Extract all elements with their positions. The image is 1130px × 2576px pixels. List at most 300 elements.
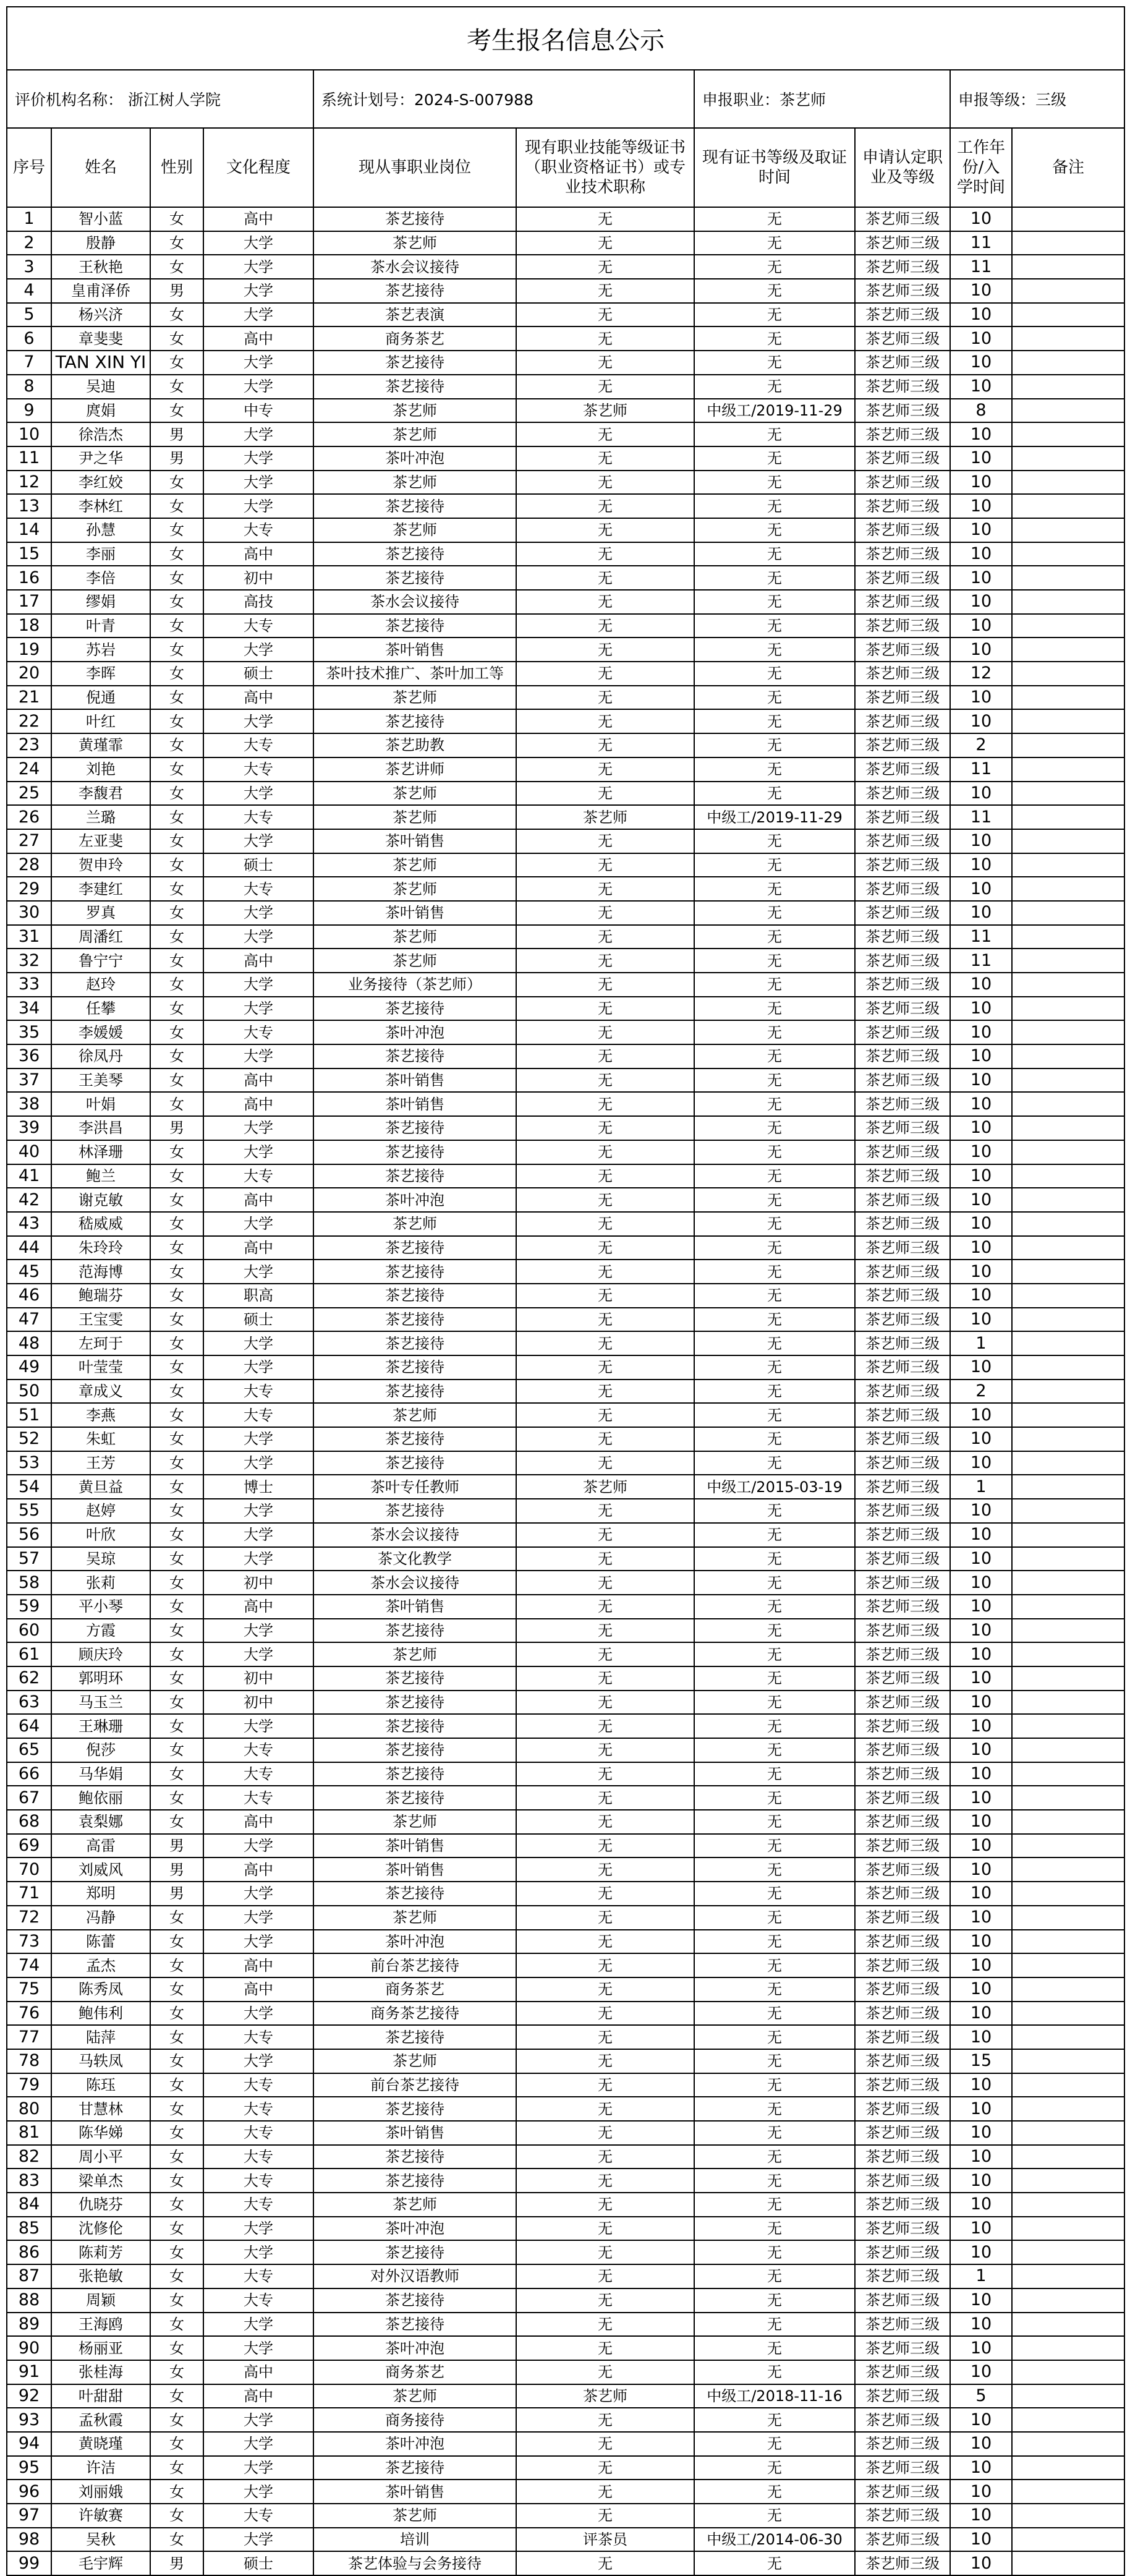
cell-education: 大学 xyxy=(203,1930,313,1954)
cell-apply-level: 茶艺师三级 xyxy=(855,1619,950,1643)
table-row xyxy=(7,1666,1124,1691)
cell-name: 朱玲玲 xyxy=(51,1236,150,1260)
cell-cert-level-date: 无 xyxy=(694,1451,855,1475)
cell-remarks xyxy=(1012,1691,1124,1715)
cell-education: 大专 xyxy=(203,1786,313,1810)
table-row xyxy=(7,1738,1124,1762)
cell-index: 68 xyxy=(7,1810,51,1834)
cell-education: 硕士 xyxy=(203,853,313,877)
cell-name: 刘艳 xyxy=(51,757,150,782)
cell-index: 50 xyxy=(7,1380,51,1404)
cell-cert-level-date: 无 xyxy=(694,2456,855,2480)
cell-gender: 女 xyxy=(150,1762,203,1786)
cell-remarks xyxy=(1012,805,1124,829)
cell-position: 茶艺接待 xyxy=(313,542,516,566)
occupation: 申报职业：茶艺师 xyxy=(694,70,950,128)
cell-name: 黄旦益 xyxy=(51,1475,150,1499)
cell-work-years: 10 xyxy=(950,1068,1012,1093)
cell-cert-level-date: 无 xyxy=(694,686,855,710)
cell-remarks xyxy=(1012,1834,1124,1858)
cell-name: 孙慧 xyxy=(51,518,150,542)
cell-index: 83 xyxy=(7,2169,51,2193)
cell-work-years: 10 xyxy=(950,901,1012,925)
cell-education: 大专 xyxy=(203,2169,313,2193)
cell-remarks xyxy=(1012,1427,1124,1451)
cell-index: 52 xyxy=(7,1427,51,1451)
cell-certificate: 无 xyxy=(516,2456,694,2480)
cell-cert-level-date: 无 xyxy=(694,853,855,877)
table-row xyxy=(7,686,1124,710)
cell-gender: 女 xyxy=(150,805,203,829)
cell-work-years: 10 xyxy=(950,1260,1012,1284)
cell-index: 61 xyxy=(7,1642,51,1666)
cell-apply-level: 茶艺师三级 xyxy=(855,1236,950,1260)
cell-work-years: 10 xyxy=(950,1547,1012,1571)
cell-certificate: 无 xyxy=(516,733,694,757)
table-row xyxy=(7,2360,1124,2384)
cell-gender: 女 xyxy=(150,686,203,710)
cell-apply-level: 茶艺师三级 xyxy=(855,853,950,877)
cell-cert-level-date: 无 xyxy=(694,1691,855,1715)
cell-education: 大学 xyxy=(203,1212,313,1236)
cell-position: 茶艺师 xyxy=(313,853,516,877)
cell-gender: 女 xyxy=(150,782,203,806)
cell-apply-level: 茶艺师三级 xyxy=(855,2384,950,2408)
cell-index: 39 xyxy=(7,1116,51,1140)
cell-name: 许敏赛 xyxy=(51,2504,150,2528)
cell-apply-level: 茶艺师三级 xyxy=(855,2432,950,2456)
cell-gender: 女 xyxy=(150,2456,203,2480)
cell-cert-level-date: 无 xyxy=(694,1834,855,1858)
cell-name: 林泽珊 xyxy=(51,1140,150,1164)
cell-apply-level: 茶艺师三级 xyxy=(855,2504,950,2528)
cell-work-years: 10 xyxy=(950,1666,1012,1691)
cell-apply-level: 茶艺师三级 xyxy=(855,1857,950,1882)
cell-remarks xyxy=(1012,207,1124,231)
cell-position: 茶艺接待 xyxy=(313,1666,516,1691)
cell-education: 大学 xyxy=(203,997,313,1021)
cell-work-years: 11 xyxy=(950,231,1012,255)
cell-position: 茶艺接待 xyxy=(313,1691,516,1715)
cell-education: 大专 xyxy=(203,1403,313,1427)
cell-education: 高中 xyxy=(203,949,313,973)
cell-remarks xyxy=(1012,375,1124,399)
cell-apply-level: 茶艺师三级 xyxy=(855,997,950,1021)
cell-education: 大学 xyxy=(203,1547,313,1571)
cell-apply-level: 茶艺师三级 xyxy=(855,2480,950,2504)
cell-cert-level-date: 无 xyxy=(694,2432,855,2456)
cell-name: 周小平 xyxy=(51,2145,150,2169)
cell-remarks xyxy=(1012,973,1124,997)
cell-remarks xyxy=(1012,2551,1124,2575)
table-row xyxy=(7,1571,1124,1595)
cell-work-years: 1 xyxy=(950,1475,1012,1499)
cell-education: 大学 xyxy=(203,422,313,446)
cell-index: 99 xyxy=(7,2551,51,2575)
cell-index: 7 xyxy=(7,351,51,375)
cell-remarks xyxy=(1012,279,1124,303)
cell-gender: 女 xyxy=(150,2240,203,2264)
cell-index: 98 xyxy=(7,2528,51,2552)
cell-certificate: 无 xyxy=(516,2025,694,2049)
cell-gender: 女 xyxy=(150,399,203,423)
cell-education: 职高 xyxy=(203,1284,313,1308)
cell-work-years: 10 xyxy=(950,1953,1012,1977)
cell-certificate: 无 xyxy=(516,1116,694,1140)
cell-apply-level: 茶艺师三级 xyxy=(855,1308,950,1332)
cell-certificate: 无 xyxy=(516,1930,694,1954)
cell-name: 周潘红 xyxy=(51,925,150,949)
cell-gender: 女 xyxy=(150,1714,203,1738)
cell-education: 大学 xyxy=(203,2432,313,2456)
cell-position: 茶艺接待 xyxy=(313,709,516,733)
cell-position: 茶艺接待 xyxy=(313,207,516,231)
cell-work-years: 1 xyxy=(950,2264,1012,2288)
cell-apply-level: 茶艺师三级 xyxy=(855,877,950,901)
cell-work-years: 1 xyxy=(950,1331,1012,1355)
cell-cert-level-date: 无 xyxy=(694,1547,855,1571)
cell-index: 53 xyxy=(7,1451,51,1475)
cell-work-years: 10 xyxy=(950,2432,1012,2456)
cell-apply-level: 茶艺师三级 xyxy=(855,1786,950,1810)
cell-remarks xyxy=(1012,662,1124,686)
cell-index: 47 xyxy=(7,1308,51,1332)
cell-gender: 女 xyxy=(150,1403,203,1427)
cell-education: 高中 xyxy=(203,1953,313,1977)
cell-position: 茶叶销售 xyxy=(313,1857,516,1882)
cell-index: 46 xyxy=(7,1284,51,1308)
cell-position: 茶艺师 xyxy=(313,518,516,542)
cell-index: 66 xyxy=(7,1762,51,1786)
cell-work-years: 10 xyxy=(950,446,1012,471)
cell-apply-level: 茶艺师三级 xyxy=(855,1475,950,1499)
cell-education: 大学 xyxy=(203,1260,313,1284)
cell-education: 大专 xyxy=(203,1020,313,1044)
cell-position: 茶叶专任教师 xyxy=(313,1475,516,1499)
cell-remarks xyxy=(1012,901,1124,925)
cell-education: 高中 xyxy=(203,207,313,231)
cell-certificate: 无 xyxy=(516,973,694,997)
cell-gender: 女 xyxy=(150,471,203,495)
cell-gender: 女 xyxy=(150,2049,203,2073)
cell-remarks xyxy=(1012,1475,1124,1499)
cell-remarks xyxy=(1012,590,1124,614)
applicant-table xyxy=(6,6,1125,2576)
cell-work-years: 10 xyxy=(950,2193,1012,2217)
cell-cert-level-date: 无 xyxy=(694,2264,855,2288)
cell-education: 大学 xyxy=(203,1642,313,1666)
cell-name: 李馥君 xyxy=(51,782,150,806)
cell-education: 大专 xyxy=(203,2025,313,2049)
cell-index: 30 xyxy=(7,901,51,925)
cell-gender: 女 xyxy=(150,901,203,925)
cell-certificate: 茶艺师 xyxy=(516,1475,694,1499)
cell-cert-level-date: 无 xyxy=(694,1331,855,1355)
cell-work-years: 10 xyxy=(950,2480,1012,2504)
cell-gender: 女 xyxy=(150,949,203,973)
cell-gender: 女 xyxy=(150,733,203,757)
cell-education: 大学 xyxy=(203,2336,313,2360)
cell-cert-level-date: 无 xyxy=(694,303,855,327)
table-row xyxy=(7,2121,1124,2145)
cell-gender: 女 xyxy=(150,566,203,590)
cell-position: 茶叶技术推广、茶叶加工等 xyxy=(313,662,516,686)
cell-certificate: 无 xyxy=(516,207,694,231)
cell-name: 郑明 xyxy=(51,1882,150,1906)
cell-apply-level: 茶艺师三级 xyxy=(855,2121,950,2145)
cell-remarks xyxy=(1012,1331,1124,1355)
cell-name: 鲍伟利 xyxy=(51,2002,150,2026)
cell-certificate: 无 xyxy=(516,1714,694,1738)
cell-certificate: 无 xyxy=(516,1666,694,1691)
cell-education: 大学 xyxy=(203,1044,313,1068)
cell-name: 沈修伦 xyxy=(51,2217,150,2241)
cell-certificate: 无 xyxy=(516,662,694,686)
cell-work-years: 10 xyxy=(950,2121,1012,2145)
cell-certificate: 无 xyxy=(516,231,694,255)
cell-position: 茶艺接待 xyxy=(313,1044,516,1068)
cell-remarks xyxy=(1012,1882,1124,1906)
cell-apply-level: 茶艺师三级 xyxy=(855,471,950,495)
cell-education: 大学 xyxy=(203,494,313,518)
cell-position: 茶叶销售 xyxy=(313,901,516,925)
cell-index: 80 xyxy=(7,2097,51,2121)
cell-gender: 女 xyxy=(150,2097,203,2121)
cell-gender: 女 xyxy=(150,1380,203,1404)
cell-name: 刘丽娥 xyxy=(51,2480,150,2504)
cell-name: 高雷 xyxy=(51,1834,150,1858)
cell-remarks xyxy=(1012,1786,1124,1810)
cell-cert-level-date: 无 xyxy=(694,1977,855,2002)
cell-name: 孟杰 xyxy=(51,1953,150,1977)
cell-gender: 女 xyxy=(150,2288,203,2313)
cell-education: 大学 xyxy=(203,901,313,925)
cell-position: 茶艺师 xyxy=(313,2049,516,2073)
cell-remarks xyxy=(1012,2073,1124,2097)
cell-education: 大专 xyxy=(203,2288,313,2313)
cell-name: 刘威风 xyxy=(51,1857,150,1882)
cell-index: 6 xyxy=(7,326,51,351)
cell-certificate: 无 xyxy=(516,1308,694,1332)
cell-position: 茶艺师 xyxy=(313,949,516,973)
cell-remarks xyxy=(1012,326,1124,351)
cell-remarks xyxy=(1012,2288,1124,2313)
cell-apply-level: 茶艺师三级 xyxy=(855,1260,950,1284)
cell-work-years: 10 xyxy=(950,326,1012,351)
cell-cert-level-date: 无 xyxy=(694,2240,855,2264)
cell-gender: 女 xyxy=(150,494,203,518)
cell-index: 24 xyxy=(7,757,51,782)
table-row xyxy=(7,494,1124,518)
cell-certificate: 无 xyxy=(516,853,694,877)
cell-gender: 女 xyxy=(150,997,203,1021)
cell-name: 杨兴济 xyxy=(51,303,150,327)
cell-name: 王宝雯 xyxy=(51,1308,150,1332)
cell-apply-level: 茶艺师三级 xyxy=(855,1188,950,1212)
cell-remarks xyxy=(1012,1714,1124,1738)
cell-gender: 女 xyxy=(150,1284,203,1308)
cell-gender: 女 xyxy=(150,207,203,231)
cell-position: 茶叶销售 xyxy=(313,638,516,662)
cell-position: 前台茶艺接待 xyxy=(313,1953,516,1977)
cell-gender: 女 xyxy=(150,1164,203,1188)
cell-index: 27 xyxy=(7,829,51,853)
table-row xyxy=(7,1953,1124,1977)
cell-gender: 女 xyxy=(150,2528,203,2552)
cell-apply-level: 茶艺师三级 xyxy=(855,326,950,351)
cell-position: 茶艺接待 xyxy=(313,279,516,303)
cell-cert-level-date: 无 xyxy=(694,949,855,973)
cell-index: 51 xyxy=(7,1403,51,1427)
cell-apply-level: 茶艺师三级 xyxy=(855,1691,950,1715)
cell-index: 40 xyxy=(7,1140,51,1164)
cell-certificate: 无 xyxy=(516,1020,694,1044)
cell-education: 高中 xyxy=(203,1188,313,1212)
cell-education: 大学 xyxy=(203,2408,313,2432)
cell-apply-level: 茶艺师三级 xyxy=(855,231,950,255)
cell-work-years: 10 xyxy=(950,303,1012,327)
cell-education: 大学 xyxy=(203,303,313,327)
table-row xyxy=(7,2528,1124,2552)
cell-certificate: 无 xyxy=(516,2480,694,2504)
cell-cert-level-date: 无 xyxy=(694,1857,855,1882)
table-row xyxy=(7,2193,1124,2217)
cell-work-years: 10 xyxy=(950,709,1012,733)
cell-cert-level-date: 无 xyxy=(694,566,855,590)
cell-education: 大学 xyxy=(203,1427,313,1451)
cell-apply-level: 茶艺师三级 xyxy=(855,279,950,303)
table-row xyxy=(7,2169,1124,2193)
cell-education: 大学 xyxy=(203,2456,313,2480)
cell-gender: 女 xyxy=(150,1930,203,1954)
cell-apply-level: 茶艺师三级 xyxy=(855,2288,950,2313)
table-row xyxy=(7,1140,1124,1164)
cell-work-years: 10 xyxy=(950,207,1012,231)
cell-cert-level-date: 无 xyxy=(694,1308,855,1332)
cell-work-years: 10 xyxy=(950,2145,1012,2169)
cell-remarks xyxy=(1012,1116,1124,1140)
cell-name: 袁梨娜 xyxy=(51,1810,150,1834)
table-row xyxy=(7,1642,1124,1666)
table-row xyxy=(7,446,1124,471)
cell-cert-level-date: 无 xyxy=(694,662,855,686)
cell-gender: 男 xyxy=(150,1834,203,1858)
cell-gender: 女 xyxy=(150,2384,203,2408)
cell-apply-level: 茶艺师三级 xyxy=(855,733,950,757)
table-row xyxy=(7,2264,1124,2288)
cell-apply-level: 茶艺师三级 xyxy=(855,518,950,542)
cell-name: 庹娟 xyxy=(51,399,150,423)
cell-education: 初中 xyxy=(203,566,313,590)
cell-certificate: 无 xyxy=(516,1188,694,1212)
table-row xyxy=(7,2240,1124,2264)
cell-gender: 女 xyxy=(150,2169,203,2193)
cell-index: 88 xyxy=(7,2288,51,2313)
cell-remarks xyxy=(1012,542,1124,566)
cell-apply-level: 茶艺师三级 xyxy=(855,1906,950,1930)
cell-cert-level-date: 无 xyxy=(694,1044,855,1068)
cell-index: 12 xyxy=(7,471,51,495)
cell-name: 兰璐 xyxy=(51,805,150,829)
table-row xyxy=(7,2288,1124,2313)
cell-name: 马华娟 xyxy=(51,1762,150,1786)
cell-apply-level: 茶艺师三级 xyxy=(855,1499,950,1523)
cell-index: 19 xyxy=(7,638,51,662)
table-row xyxy=(7,1882,1124,1906)
cell-remarks xyxy=(1012,1212,1124,1236)
cell-apply-level: 茶艺师三级 xyxy=(855,590,950,614)
cell-certificate: 无 xyxy=(516,2193,694,2217)
cell-certificate: 无 xyxy=(516,2360,694,2384)
table-row xyxy=(7,231,1124,255)
cell-work-years: 10 xyxy=(950,1834,1012,1858)
table-row xyxy=(7,255,1124,279)
table-row xyxy=(7,1020,1124,1044)
cell-gender: 女 xyxy=(150,2480,203,2504)
cell-gender: 女 xyxy=(150,853,203,877)
cell-gender: 女 xyxy=(150,614,203,638)
cell-cert-level-date: 中级工/2018-11-16 xyxy=(694,2384,855,2408)
cell-work-years: 10 xyxy=(950,566,1012,590)
cell-cert-level-date: 无 xyxy=(694,2217,855,2241)
cell-certificate: 无 xyxy=(516,2408,694,2432)
cell-apply-level: 茶艺师三级 xyxy=(855,542,950,566)
cell-cert-level-date: 无 xyxy=(694,901,855,925)
cell-remarks xyxy=(1012,638,1124,662)
cell-education: 大学 xyxy=(203,973,313,997)
cell-work-years: 10 xyxy=(950,2336,1012,2360)
cell-remarks xyxy=(1012,1762,1124,1786)
cell-apply-level: 茶艺师三级 xyxy=(855,1642,950,1666)
table-row xyxy=(7,901,1124,925)
table-row xyxy=(7,614,1124,638)
cell-certificate: 无 xyxy=(516,1619,694,1643)
cell-remarks xyxy=(1012,2193,1124,2217)
cell-remarks xyxy=(1012,2456,1124,2480)
cell-work-years: 10 xyxy=(950,1857,1012,1882)
cell-apply-level: 茶艺师三级 xyxy=(855,662,950,686)
cell-work-years: 10 xyxy=(950,1116,1012,1140)
cell-cert-level-date: 无 xyxy=(694,2480,855,2504)
cell-index: 76 xyxy=(7,2002,51,2026)
cell-name: 陆萍 xyxy=(51,2025,150,2049)
cell-name: 叶甜甜 xyxy=(51,2384,150,2408)
cell-certificate: 茶艺师 xyxy=(516,399,694,423)
cell-work-years: 10 xyxy=(950,1164,1012,1188)
header-remarks: 备注 xyxy=(1012,128,1124,207)
table-row xyxy=(7,782,1124,806)
cell-position: 茶艺接待 xyxy=(313,1499,516,1523)
table-row xyxy=(7,1284,1124,1308)
cell-certificate: 无 xyxy=(516,1906,694,1930)
cell-position: 茶叶销售 xyxy=(313,1834,516,1858)
cell-index: 57 xyxy=(7,1547,51,1571)
cell-remarks xyxy=(1012,1092,1124,1116)
cell-position: 茶艺师 xyxy=(313,422,516,446)
cell-gender: 女 xyxy=(150,1475,203,1499)
cell-name: 马轶凤 xyxy=(51,2049,150,2073)
table-row xyxy=(7,2551,1124,2575)
cell-certificate: 无 xyxy=(516,1331,694,1355)
header-index: 序号 xyxy=(7,128,51,207)
cell-certificate: 无 xyxy=(516,901,694,925)
cell-education: 大学 xyxy=(203,1619,313,1643)
cell-gender: 女 xyxy=(150,662,203,686)
cell-work-years: 10 xyxy=(950,1619,1012,1643)
cell-name: 王琳珊 xyxy=(51,1714,150,1738)
cell-remarks xyxy=(1012,1571,1124,1595)
cell-work-years: 15 xyxy=(950,2049,1012,2073)
